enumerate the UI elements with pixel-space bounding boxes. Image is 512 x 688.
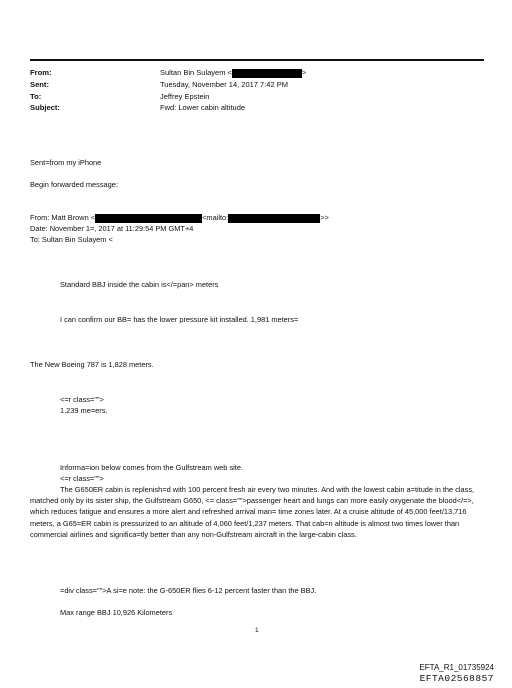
- body-line-html-fragment: <=r class="">: [60, 395, 104, 404]
- from-suffix: >: [301, 68, 307, 77]
- forwarded-mailto: <mailto:: [202, 213, 229, 222]
- footer-reference-1: EFTA_R1_01735924: [419, 663, 494, 672]
- subject-value: Fwd: Lower cabin altitude: [160, 103, 246, 112]
- from-label: From:: [30, 68, 52, 77]
- body-line-max-range: Max range BBJ 10,926 Kilometers: [60, 608, 173, 617]
- subject-label: Subject:: [30, 103, 60, 112]
- body-paragraph-g650er: The G650ER cabin is replenish=d with 100 percent fresh air every two minutes. And with the lowest cabin a=titude in the class, matched only by its sister ship, the Gulfstream G650, <= class="">passenger heart and lungs can more easily oxygenate the blood</=>, which reduces fatigue and ensures a more alert and refreshed arrival man= time zones later. At a cruise altitude of 45,000 feet/13,716 meters, a G65=ER cabin is pressurized to an altitude of 4,060 feet/1,237 meters. That cab=n altitude is almost two times lower than commercial airlines and significa=tly better than any non-Gulfstream aircraft in the large-cabin class.: [30, 485, 475, 539]
- to-label: To:: [30, 92, 42, 101]
- redaction-box: [228, 214, 320, 223]
- body-line-pressure-kit: I can confirm our BB= has the lower pressure kit installed. 1,981 meters=: [60, 315, 299, 324]
- body-line-standard-bbj: Standard BBJ inside the cabin is</=pan> meters: [60, 280, 219, 289]
- forwarded-close: >>: [320, 213, 329, 222]
- to-value: Jeffrey Epstein: [160, 92, 210, 101]
- from-name: Sultan Bin Sulayem <: [160, 68, 232, 77]
- forwarded-to-line: To: Sultan Bin Sulayem <: [30, 235, 113, 244]
- forwarded-date-line: Date: November 1=, 2017 at 11:29:54 PM GMT+4: [30, 224, 194, 233]
- body-line-boeing-787: The New Boeing 787 is 1,828 meters.: [30, 360, 154, 369]
- footer-reference-2: EFTA02568857: [419, 673, 494, 684]
- from-value: [160, 68, 306, 78]
- body-line-html-fragment-2: <=r class="">: [60, 474, 104, 483]
- redaction-box: [232, 69, 302, 78]
- body-line-meters: 1,239 me=ers.: [60, 406, 108, 415]
- forwarded-from-name: From: Matt Brown <: [30, 213, 96, 222]
- sent-label: Sent:: [30, 80, 49, 89]
- header-rule: [30, 59, 484, 61]
- forwarded-from-line: [30, 213, 329, 223]
- redaction-box: [95, 214, 202, 223]
- body-line-gulfstream-source: Informa=ion below comes from the Gulfstream web site.: [60, 463, 243, 472]
- sent-from-line: Sent=from my iPhone: [30, 158, 102, 167]
- begin-forwarded-line: Begin forwarded message:: [30, 180, 118, 189]
- sent-value: Tuesday, November 14, 2017 7:42 PM: [160, 80, 288, 89]
- page-number: 1: [255, 627, 259, 634]
- body-line-side-note: =div class="">A si=e note: the G-650ER flies 6-12 percent faster than the BBJ.: [60, 586, 317, 595]
